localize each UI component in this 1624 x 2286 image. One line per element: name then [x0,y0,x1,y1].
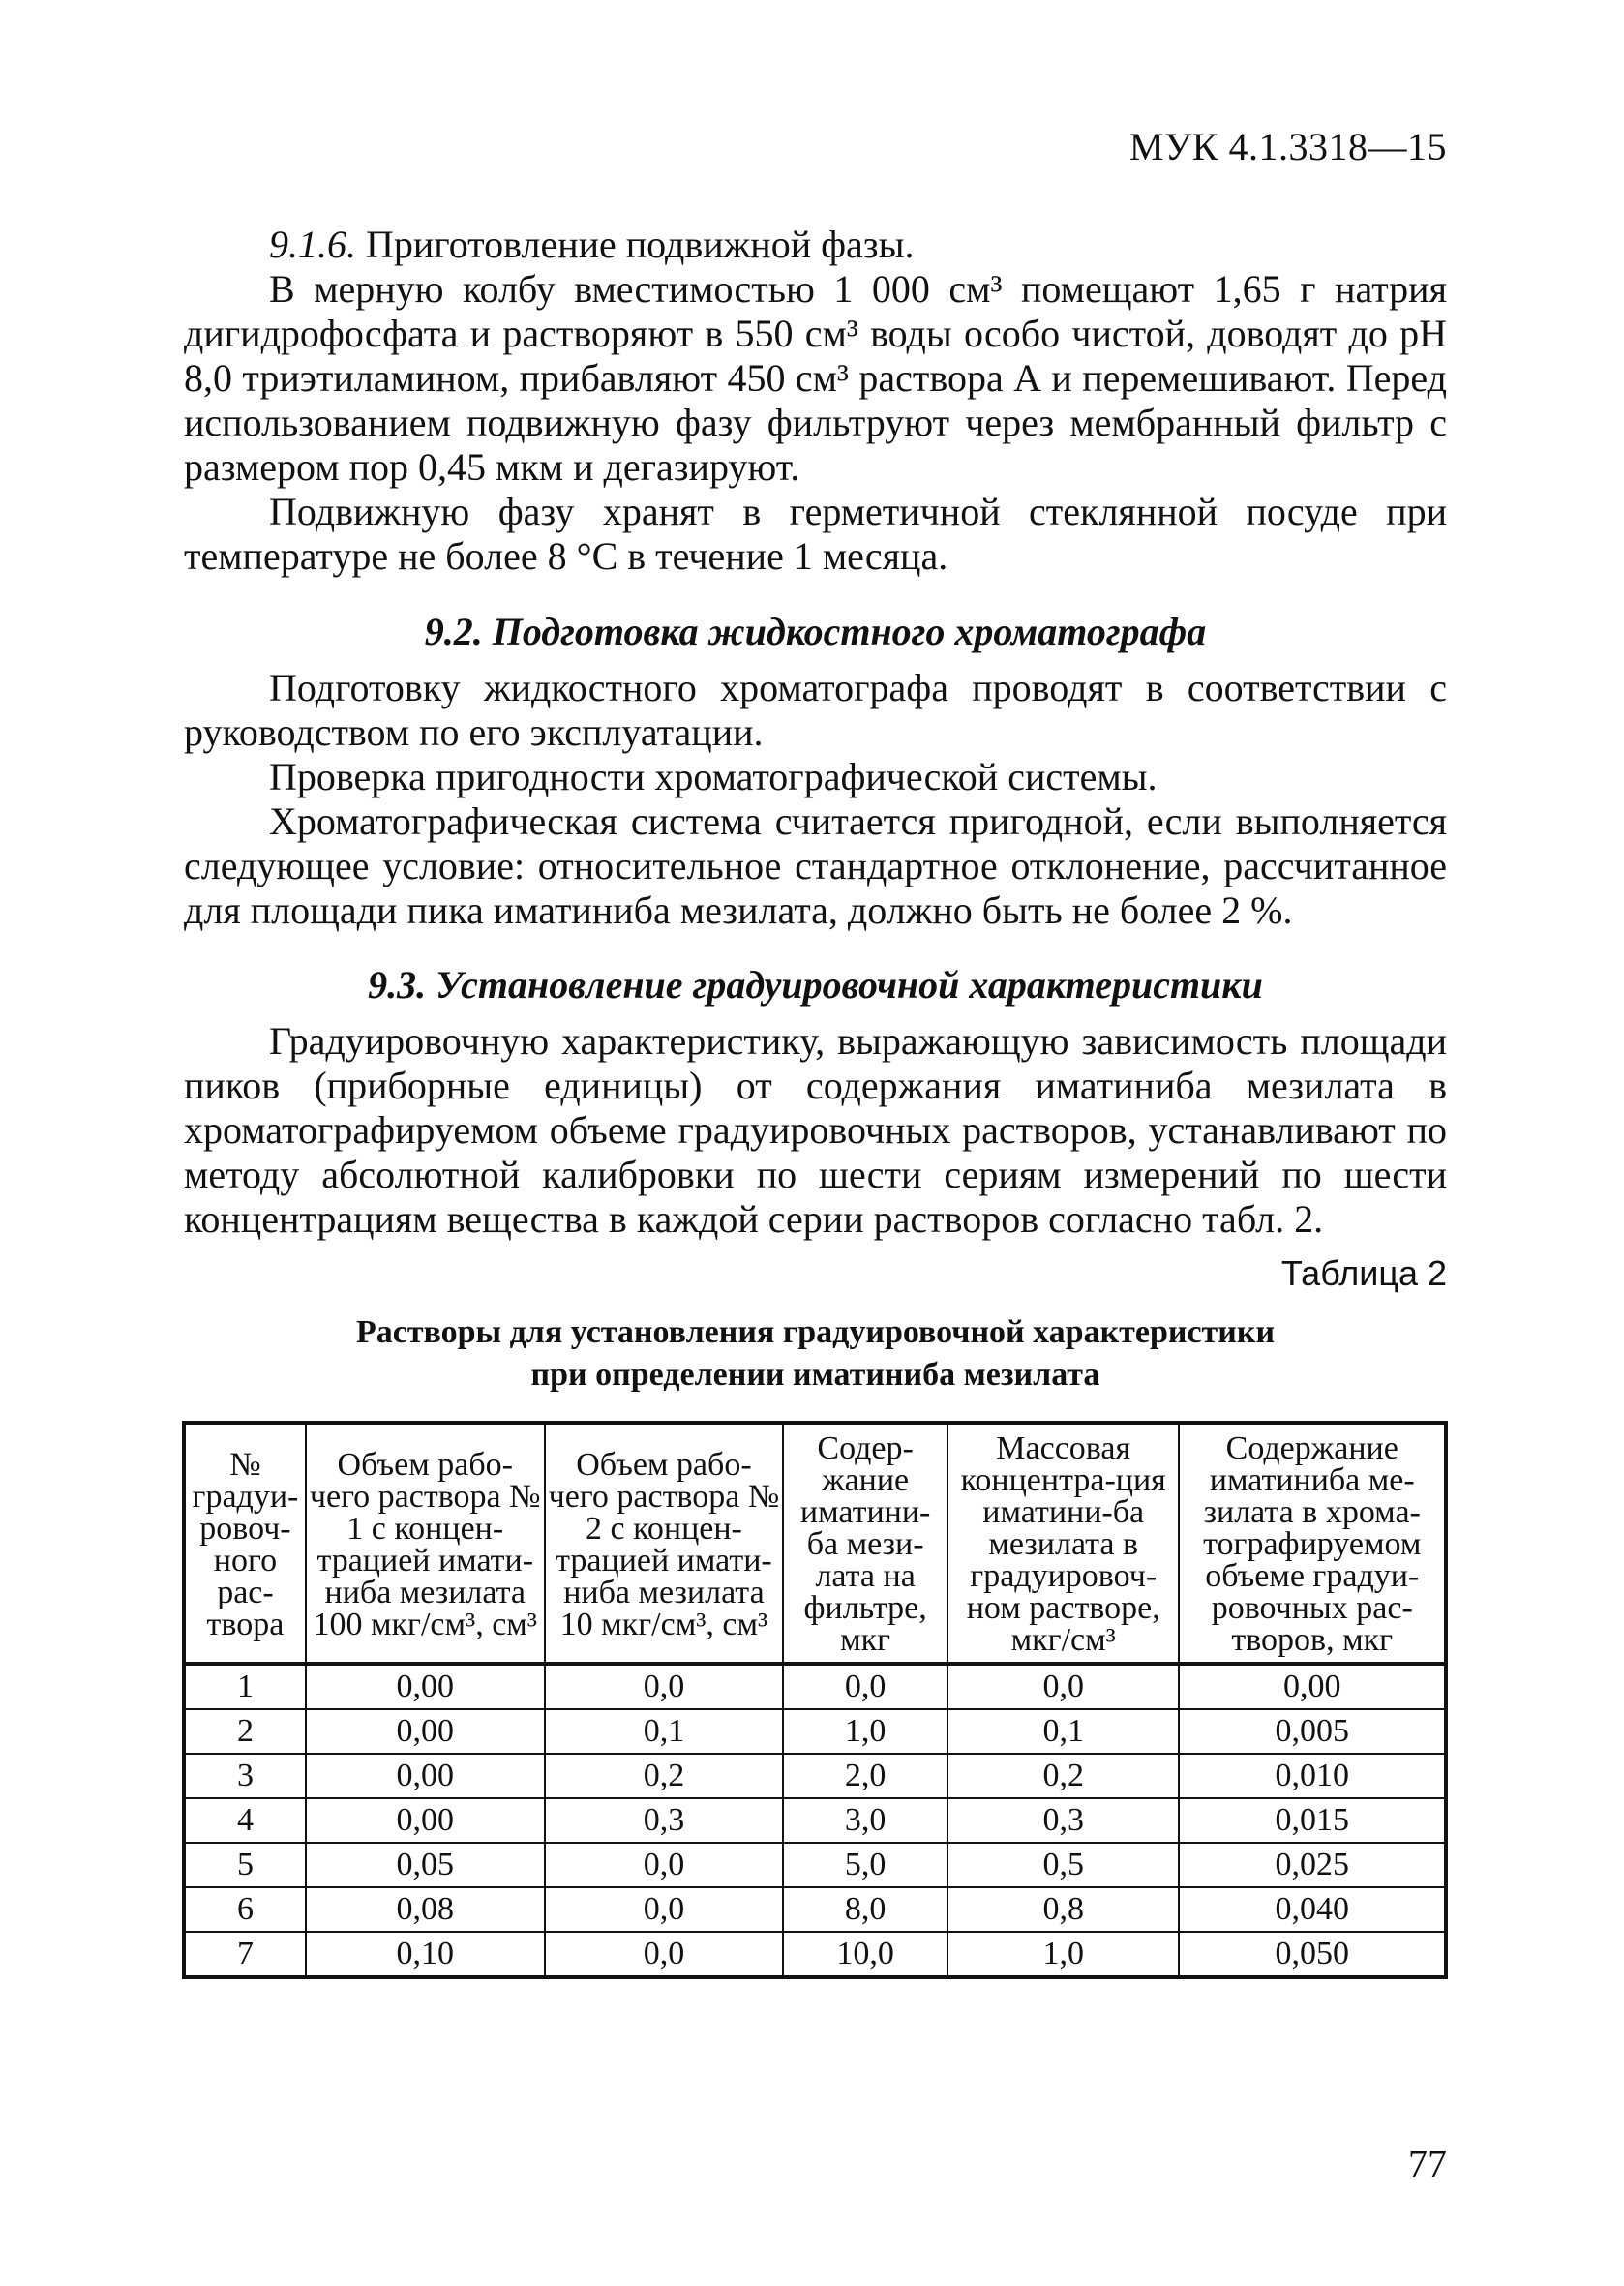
table-cell: 4 [184,1798,306,1843]
subsection-number: 9.1.6. [269,223,356,266]
table-caption: Таблица 2 [1280,1253,1447,1293]
document-code: МУК 4.1.3318—15 [1128,125,1447,168]
column-header: Объем рабо-чего раствора № 2 с концен-трацией имати-ниба мезилата 10 мкг/см³, см³ [545,1423,784,1664]
paragraph: Градуировочную характеристику, выражающую зависимость площади пиков (приборные единицы) от содержания иматиниба мезилата в хроматографируемом объеме градуировочных растворов, устанавливают по методу абсолютной калибровки по шести сериям измерений по шести концентрациям вещества в каждой серии растворов согласно табл. 2. [184,1019,1447,1241]
table-cell: 5 [184,1843,306,1887]
page-number: 77 [1408,2142,1447,2185]
table-cell: 0,00 [306,1798,545,1843]
table-cell: 0,3 [947,1798,1180,1843]
table-cell: 0,015 [1179,1798,1446,1843]
column-header: Объем рабо-чего раствора № 1 с концен-трацией имати-ниба мезилата 100 мкг/см³, см³ [306,1423,545,1664]
table-row [184,1754,1446,1798]
table-cell: 0,005 [1179,1709,1446,1754]
table-cell: 2,0 [783,1754,947,1798]
table-body [184,1664,1446,1977]
table-cell: 3,0 [783,1798,947,1843]
table-cell: 0,10 [306,1932,545,1977]
table-cell: 8,0 [783,1887,947,1932]
table-cell: 0,025 [1179,1843,1446,1887]
table-row [184,1709,1446,1754]
table-cell: 0,00 [1179,1664,1446,1709]
table-cell: 5,0 [783,1843,947,1887]
table-cell: 0,5 [947,1843,1180,1887]
table-cell: 6 [184,1887,306,1932]
table-cell: 0,1 [545,1709,784,1754]
column-header: Содержание иматиниба ме-зилата в хрома-тографируемом объеме градуи-ровочных рас-творов, мкг [1179,1423,1446,1664]
paragraph: В мерную колбу вместимостью 1 000 см³ помещают 1,65 г натрия дигидрофосфата и растворяют в 550 см³ воды особо чистой, доводят до рН 8,0 триэтиламином, прибавляют 450 см³ раствора А и перемешивают. Перед использованием подвижную фазу фильтруют через мембранный фильтр с размером пор 0,45 мкм и дегазируют. [184,267,1447,489]
section-9-2 [184,610,1447,933]
table-cell: 1,0 [947,1932,1180,1977]
paragraph: Подвижную фазу хранят в герметичной стеклянной посуде при температуре не более 8 °С в течение 1 месяца. [184,490,1447,578]
table-cell: 0,040 [1179,1887,1446,1932]
table-cell: 0,05 [306,1843,545,1887]
table-row [184,1664,1446,1709]
column-header: Массовая концентра-ция иматини-ба мезилата в градуировоч-ном растворе, мкг/см³ [947,1423,1180,1664]
table-cell: 2 [184,1709,306,1754]
table-cell: 0,0 [545,1887,784,1932]
table-cell: 0,2 [947,1754,1180,1798]
table-cell: 0,8 [947,1887,1180,1932]
section-9-1-6 [184,223,1447,579]
paragraph: Хроматографическая система считается пригодной, если выполняется следующее условие: относительное стандартное отклонение, рассчитанное для площади пика иматиниба мезилата, должно быть не более 2 %. [184,799,1447,932]
table-cell: 3 [184,1754,306,1798]
column-header: Содер-жание иматини-ба мези-лата на фильтре, мкг [783,1423,947,1664]
data-table [182,1421,1448,1979]
table-title-line: Растворы для установления градуировочной характеристики [355,1314,1276,1350]
table-cell: 0,08 [306,1887,545,1932]
table-cell: 10,0 [783,1932,947,1977]
table-row [184,1843,1446,1887]
table-cell: 0,050 [1179,1932,1446,1977]
table-cell: 0,010 [1179,1754,1446,1798]
section-9-3 [184,963,1447,1242]
paragraph: Проверка пригодности хроматографической системы. [269,755,1158,798]
table-cell: 1 [184,1664,306,1709]
column-header: № градуи-ровоч-ного рас-твора [184,1423,306,1664]
table-cell: 0,3 [545,1798,784,1843]
table-row [184,1798,1446,1843]
table-cell: 0,0 [545,1932,784,1977]
subsection-title [184,223,1447,267]
table-cell: 0,2 [545,1754,784,1798]
table-header-row [184,1423,1446,1664]
table-row [184,1932,1446,1977]
table-cell: 7 [184,1932,306,1977]
section-heading: 9.3. Установление градуировочной характеристики [368,963,1263,1007]
table-cell: 0,0 [947,1664,1180,1709]
table-cell: 0,00 [306,1709,545,1754]
subsection-title-text: Приготовление подвижной фазы. [366,223,915,266]
table-cell: 0,0 [545,1843,784,1887]
table-row [184,1887,1446,1932]
section-heading: 9.2. Подготовка жидкостного хроматографа [424,610,1207,653]
table-cell: 0,0 [783,1664,947,1709]
paragraph: Подготовку жидкостного хроматографа проводят в соответствии с руководством по его эксплуатации. [184,666,1447,754]
table-cell: 0,1 [947,1709,1180,1754]
table-title [184,1311,1447,1397]
table-cell: 0,00 [306,1754,545,1798]
table-cell: 0,0 [545,1664,784,1709]
table-cell: 1,0 [783,1709,947,1754]
table-cell: 0,00 [306,1664,545,1709]
table-title-line: при определении иматиниба мезилата [530,1357,1100,1393]
